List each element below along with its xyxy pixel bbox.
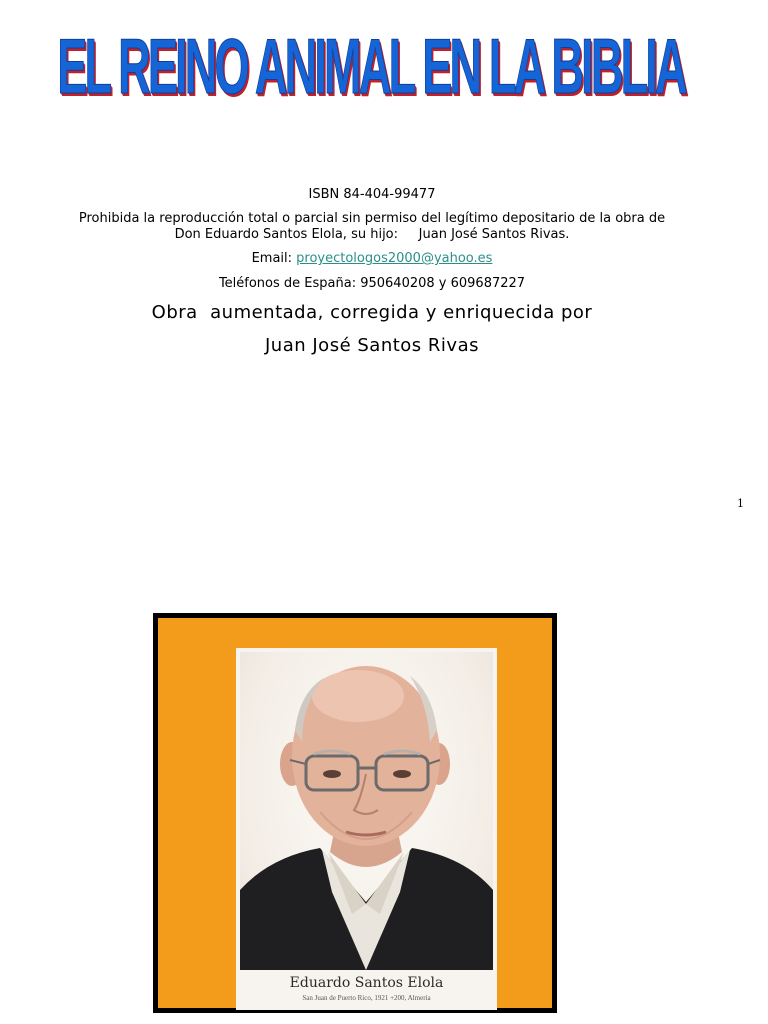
copyright-line-2: Don Eduardo Santos Elola, su hijo: Juan José Santos Rivas. xyxy=(174,227,570,242)
document-title: EL REINO ANIMAL EN LA BIBLIA xyxy=(57,21,685,110)
portrait-caption-subtitle: San Juan de Puerto Rico, 1921 +200, Almería xyxy=(302,994,431,1002)
credits-line-1: Obra aumentada, corregida y enriquecida por xyxy=(151,302,593,323)
page-number: 1 xyxy=(737,497,744,510)
email-link[interactable]: proyectologos2000@yahoo.es xyxy=(296,251,493,266)
portrait-caption-name: Eduardo Santos Elola xyxy=(289,975,444,991)
portrait-card xyxy=(236,648,497,1010)
credits-line-2: Juan José Santos Rivas xyxy=(265,335,479,356)
portrait-frame xyxy=(153,613,557,1013)
portrait-illustration xyxy=(240,652,493,970)
portrait-photo xyxy=(240,652,493,970)
email-label: Email: xyxy=(251,251,297,266)
copyright-line-1: Prohibida la reproducción total o parcial sin permiso del legítimo depositario de la obra de xyxy=(78,211,666,226)
phone-numbers: Teléfonos de España: 950640208 y 609687227 xyxy=(218,276,526,291)
email-line xyxy=(0,251,744,267)
portrait-background xyxy=(158,618,552,1008)
copyright-notice xyxy=(0,211,744,243)
isbn: ISBN 84-404-99477 xyxy=(308,187,436,202)
